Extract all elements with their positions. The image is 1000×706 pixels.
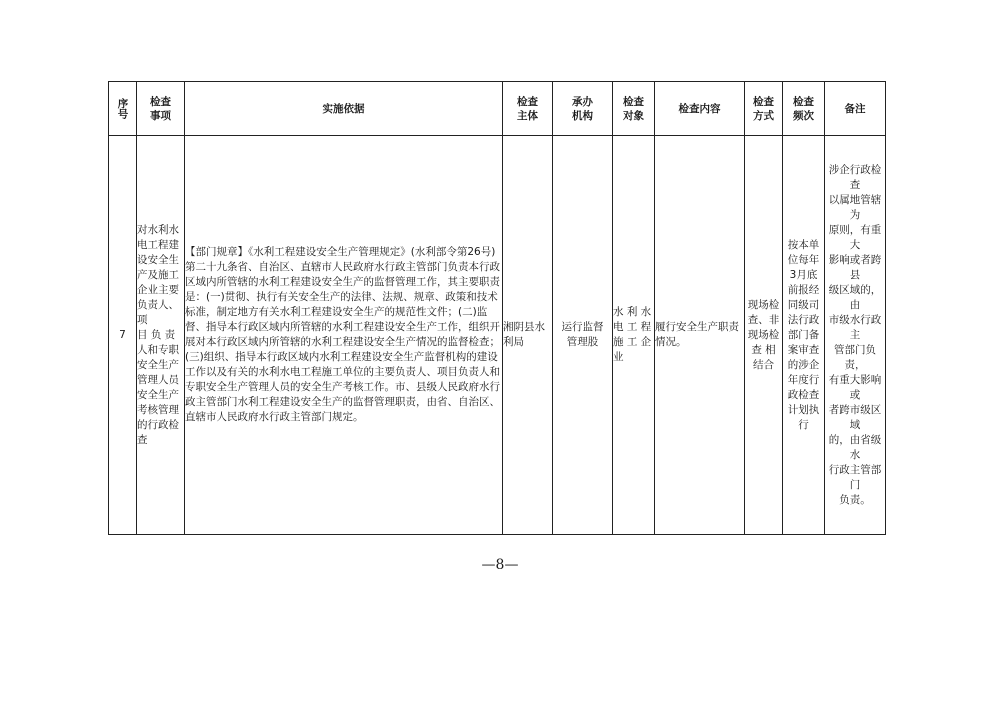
header-subject: 检查 主体 — [503, 82, 553, 136]
header-frequency: 检查 频次 — [783, 82, 825, 136]
inspection-table — [108, 81, 886, 535]
row-number: 7 — [109, 136, 137, 535]
header-object: 检查 对象 — [613, 82, 655, 136]
inspection-object: 水 利 水 电 工 程 施 工 企 业 — [613, 136, 655, 535]
header-content: 检查内容 — [655, 82, 745, 136]
inspection-method: 现场检 查、非 现场检 查 相 结合 — [745, 136, 783, 535]
page-number: —8— — [481, 557, 519, 573]
table-row — [109, 136, 886, 535]
header-item: 检查 事项 — [137, 82, 185, 136]
header-method: 检查 方式 — [745, 82, 783, 136]
legal-basis: 【部门规章】《水利工程建设安全生产管理规定》(水利部令第26号)第二十九条省、自治区、直辖市人民政府水行政主管部门负责本行政区域内所管辖的水利工程建设安全生产的监督管理工作，其主要职责是：(一)贯彻、执行有关安全生产的法律、法规、规章、政策和技术标准，制定地方有关水利工程建设安全生产的规范性文件；(二)监督、指导本行政区域内所管辖的水利工程建设安全生产工作，组织开展对本行政区域内所管辖的水利工程建设安全生产情况的监督检查；(三)组织、指导本行政区域内水利工程建设安全生产监督机构的建设工作以及有关的水利水电工程施工单位的主要负责人、项目负责人和专职安全生产管理人员的安全生产考核工作。市、县级人民政府水行政主管部门水利工程建设安全生产的监督管理职责，由省、自治区、直辖市人民政府水行政主管部门规定。 — [185, 136, 503, 535]
inspection-subject: 湘阴县水 利局 — [503, 136, 553, 535]
header-no: 序号 — [109, 82, 137, 136]
handling-org: 运行监督 管理股 — [553, 136, 613, 535]
header-org: 承办 机构 — [553, 82, 613, 136]
header-row — [109, 82, 886, 136]
inspection-frequency: 按本单 位每年 3月底 前报经 同级司 法行政 部门备 案审查 的涉企 年度行 政检查 计划执 行 — [783, 136, 825, 535]
header-basis: 实施依据 — [185, 82, 503, 136]
remarks: 涉企行政检查 以属地管辖为 原则，有重大 影响或者跨县 级区域的，由 市级水行政主 管部门负责， 有重大影响或 者跨市级区域 的，由省级水 行政主管部门 负责。 — [825, 136, 886, 535]
inspection-item: 对水利水 电工程建 设安全生 产及施工 企业主要 负责人、项 目 负 责 人和专职 安全生产 管理人员 安全生产 考核管理 的行政检 查 — [137, 136, 185, 535]
inspection-content: 履行安全生产职责 情况。 — [655, 136, 745, 535]
header-note: 备注 — [825, 82, 886, 136]
